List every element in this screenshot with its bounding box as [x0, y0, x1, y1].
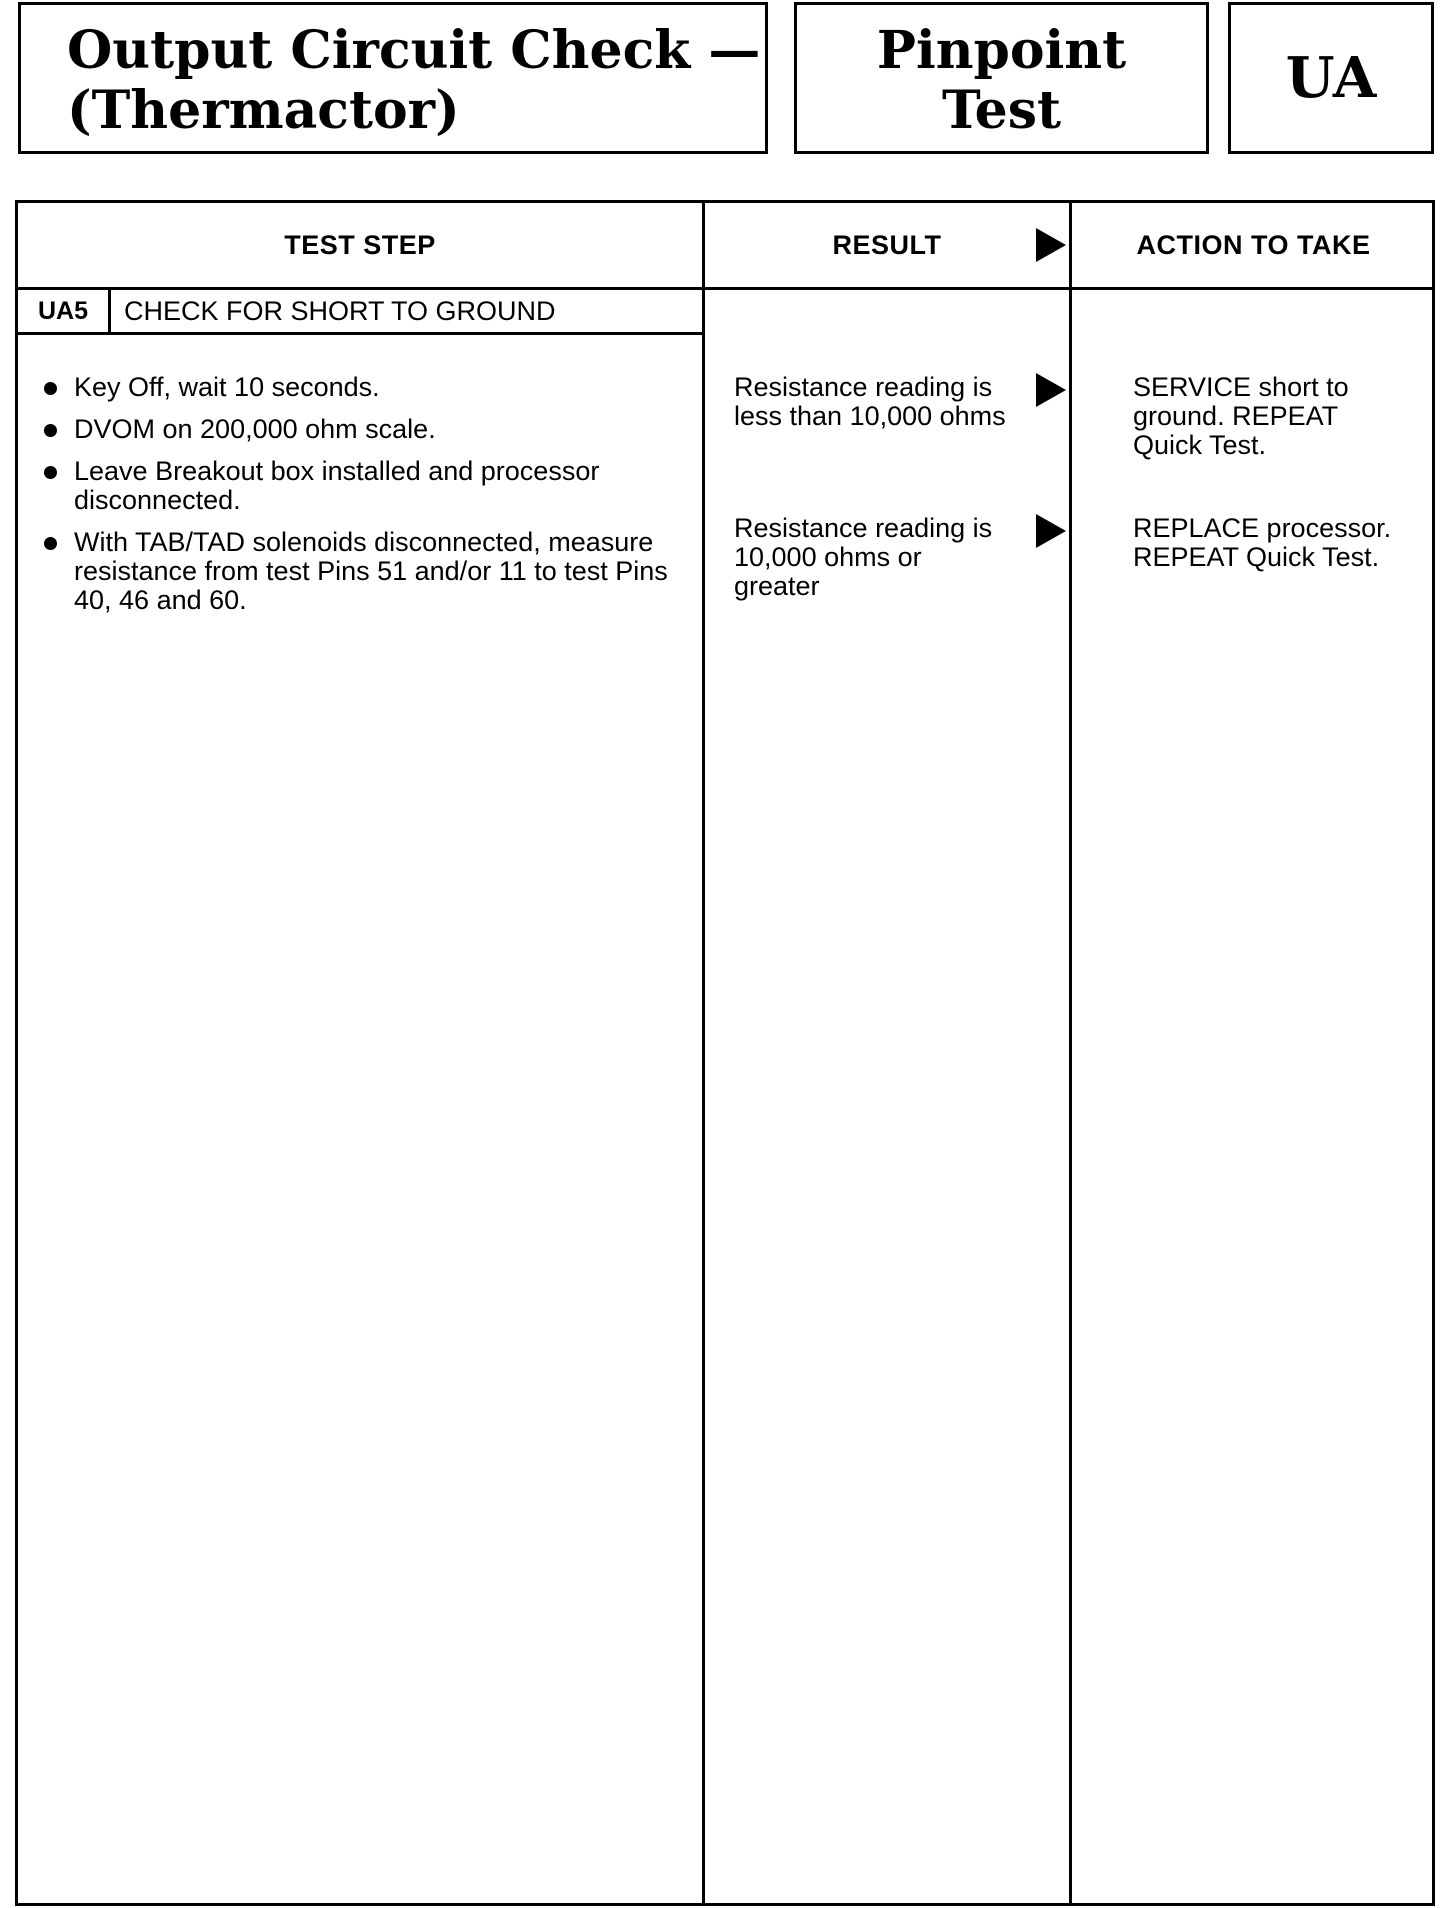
pinpoint-test-label [794, 2, 1209, 154]
bullet-icon [44, 466, 57, 479]
step-title-divider [18, 332, 702, 335]
page-title [18, 2, 768, 154]
test-code: UA [1228, 2, 1434, 154]
column-divider-action [1069, 203, 1072, 1903]
header-arrow-icon [1036, 228, 1066, 262]
pinpoint-line-1: Pinpoint [876, 20, 1127, 81]
bullet-icon [44, 537, 57, 550]
step-instructions [44, 373, 704, 628]
page-title-line-2: (Thermactor) [67, 80, 460, 141]
list-item: DVOM on 200,000 ohm scale. [44, 415, 704, 444]
bullet-icon [44, 382, 57, 395]
result-1-arrow-icon [1036, 373, 1066, 407]
column-header-action: ACTION TO TAKE [1136, 229, 1371, 260]
column-header-test-step: TEST STEP [284, 229, 436, 260]
step-title: CHECK FOR SHORT TO GROUND [124, 295, 556, 326]
page-title-line-1: Output Circuit Check — [67, 20, 761, 81]
result-1: Resistance reading is less than 10,000 ohms [734, 372, 1006, 431]
result-2-arrow-icon [1036, 514, 1066, 548]
action-1: SERVICE short to ground. REPEAT Quick Test. [1133, 372, 1349, 460]
column-header-result: RESULT [832, 229, 942, 260]
pinpoint-line-2: Test [941, 80, 1062, 141]
step-id: UA5 [37, 296, 88, 325]
step-id-divider [108, 290, 111, 332]
test-table [15, 200, 1435, 1906]
bullet-icon [44, 424, 57, 437]
result-2: Resistance reading is 10,000 ohms or greater [734, 513, 993, 601]
list-item: With TAB/TAD solenoids disconnected, measure resistance from test Pins 51 and/or 11 to test Pins 40, 46 and 60. [44, 528, 704, 615]
action-2: REPLACE processor. REPEAT Quick Test. [1133, 513, 1392, 572]
list-item: Key Off, wait 10 seconds. [44, 373, 704, 402]
list-item: Leave Breakout box installed and processor disconnected. [44, 457, 704, 515]
